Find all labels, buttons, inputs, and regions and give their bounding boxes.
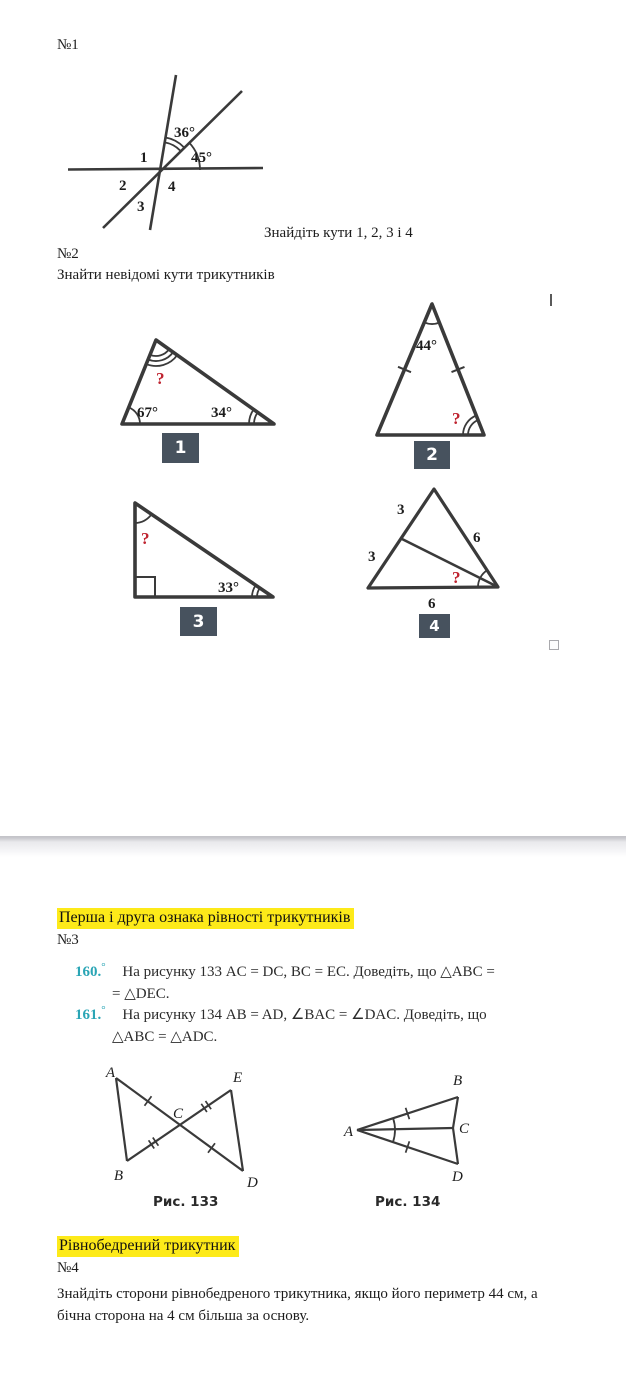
page-divider <box>0 836 626 857</box>
figure-triangle-3 <box>110 490 290 615</box>
exercise-161 <box>75 1004 487 1024</box>
fig134-point-B: B <box>453 1073 463 1089</box>
triangle3-question-mark: ? <box>141 529 150 548</box>
exercise-160-degree: ° <box>101 961 106 973</box>
fig133-point-E: E <box>233 1070 243 1086</box>
fig133-point-A: A <box>105 1065 115 1081</box>
section4-heading-wrap <box>57 1236 239 1257</box>
fig134-point-A: A <box>343 1124 353 1140</box>
triangle2-question-mark: ? <box>452 409 461 428</box>
section4-heading: Рівнобедрений трикутник <box>57 1236 239 1257</box>
triangle1-angle-34: 34° <box>211 405 232 421</box>
exercise-160 <box>75 961 495 981</box>
exercise-160-text-line2: = △DEC. <box>112 986 170 1002</box>
triangle1-angle-67: 67° <box>137 405 158 421</box>
fig133-point-B: B <box>113 1168 123 1184</box>
section3-number: №3 <box>57 932 79 948</box>
exercise-161-text-line2: △ABC = △ADC. <box>112 1029 218 1045</box>
section4-text-line1: Знайдіть сторони рівнобедреного трикутника, якщо його периметр 44 см, а <box>57 1286 538 1302</box>
text-cursor-mark <box>550 294 552 306</box>
triangle4-side-3-lower: 3 <box>368 549 376 565</box>
exercise-160-number: 160. <box>75 964 102 980</box>
triangle2-number-box: 2 <box>414 441 450 469</box>
fig134-point-C: C <box>459 1121 470 1137</box>
fig133-point-C: C <box>173 1106 184 1122</box>
fig134-caption: Рис. 134 <box>375 1194 441 1210</box>
section3-heading: Перша і друга ознака рівності трикутників <box>57 908 354 929</box>
triangle4-side-6-right: 6 <box>473 530 481 546</box>
angle-45-label: 45° <box>191 150 212 166</box>
fig133-caption: Рис. 133 <box>153 1194 219 1210</box>
section4-number: №4 <box>57 1260 79 1276</box>
angle-1-label: 1 <box>140 150 148 166</box>
triangle3-number-box: 3 <box>180 607 217 636</box>
angle-36-label: 36° <box>174 125 195 141</box>
exercise-161-degree: ° <box>101 1004 106 1016</box>
triangle1-question-mark: ? <box>156 369 165 388</box>
figure-triangle-4 <box>340 480 525 615</box>
figure-triangle-1 <box>100 330 300 470</box>
problem2-title: Знайти невідомі кути трикутників <box>57 267 275 283</box>
section3-heading-wrap <box>57 908 354 929</box>
fig134-point-D: D <box>452 1169 463 1185</box>
angle-2-label: 2 <box>119 178 127 194</box>
problem2-number: №2 <box>57 246 79 262</box>
figure-intersecting-lines <box>50 62 285 244</box>
triangle1-number-box: 1 <box>162 433 199 463</box>
square-bullet-mark <box>549 640 559 650</box>
exercise-160-text-line1: На рисунку 133 AC = DC, BC = EC. Доведіть, що △ABC = <box>122 964 495 980</box>
angle-4-label: 4 <box>168 179 176 195</box>
figure-134 <box>330 1066 490 1216</box>
exercise-161-number: 161. <box>75 1007 102 1023</box>
triangle2-angle-44: 44° <box>416 338 437 354</box>
triangle4-question-mark: ? <box>452 568 461 587</box>
angle-3-label: 3 <box>137 199 145 215</box>
problem1-number: №1 <box>57 37 79 53</box>
triangle3-angle-33: 33° <box>218 580 239 596</box>
triangle4-number-box: 4 <box>419 614 450 638</box>
triangle4-side-3-upper: 3 <box>397 502 405 518</box>
figure-133 <box>95 1060 275 1212</box>
exercise-161-text-line1: На рисунку 134 AB = AD, ∠BAC = ∠DAC. Доведіть, що <box>122 1007 487 1023</box>
triangle4-side-6-base: 6 <box>428 596 436 612</box>
fig133-point-D: D <box>247 1175 258 1191</box>
section4-text-line2: бічна сторона на 4 см більша за основу. <box>57 1308 310 1324</box>
problem1-caption: Знайдіть кути 1, 2, 3 і 4 <box>264 225 413 241</box>
